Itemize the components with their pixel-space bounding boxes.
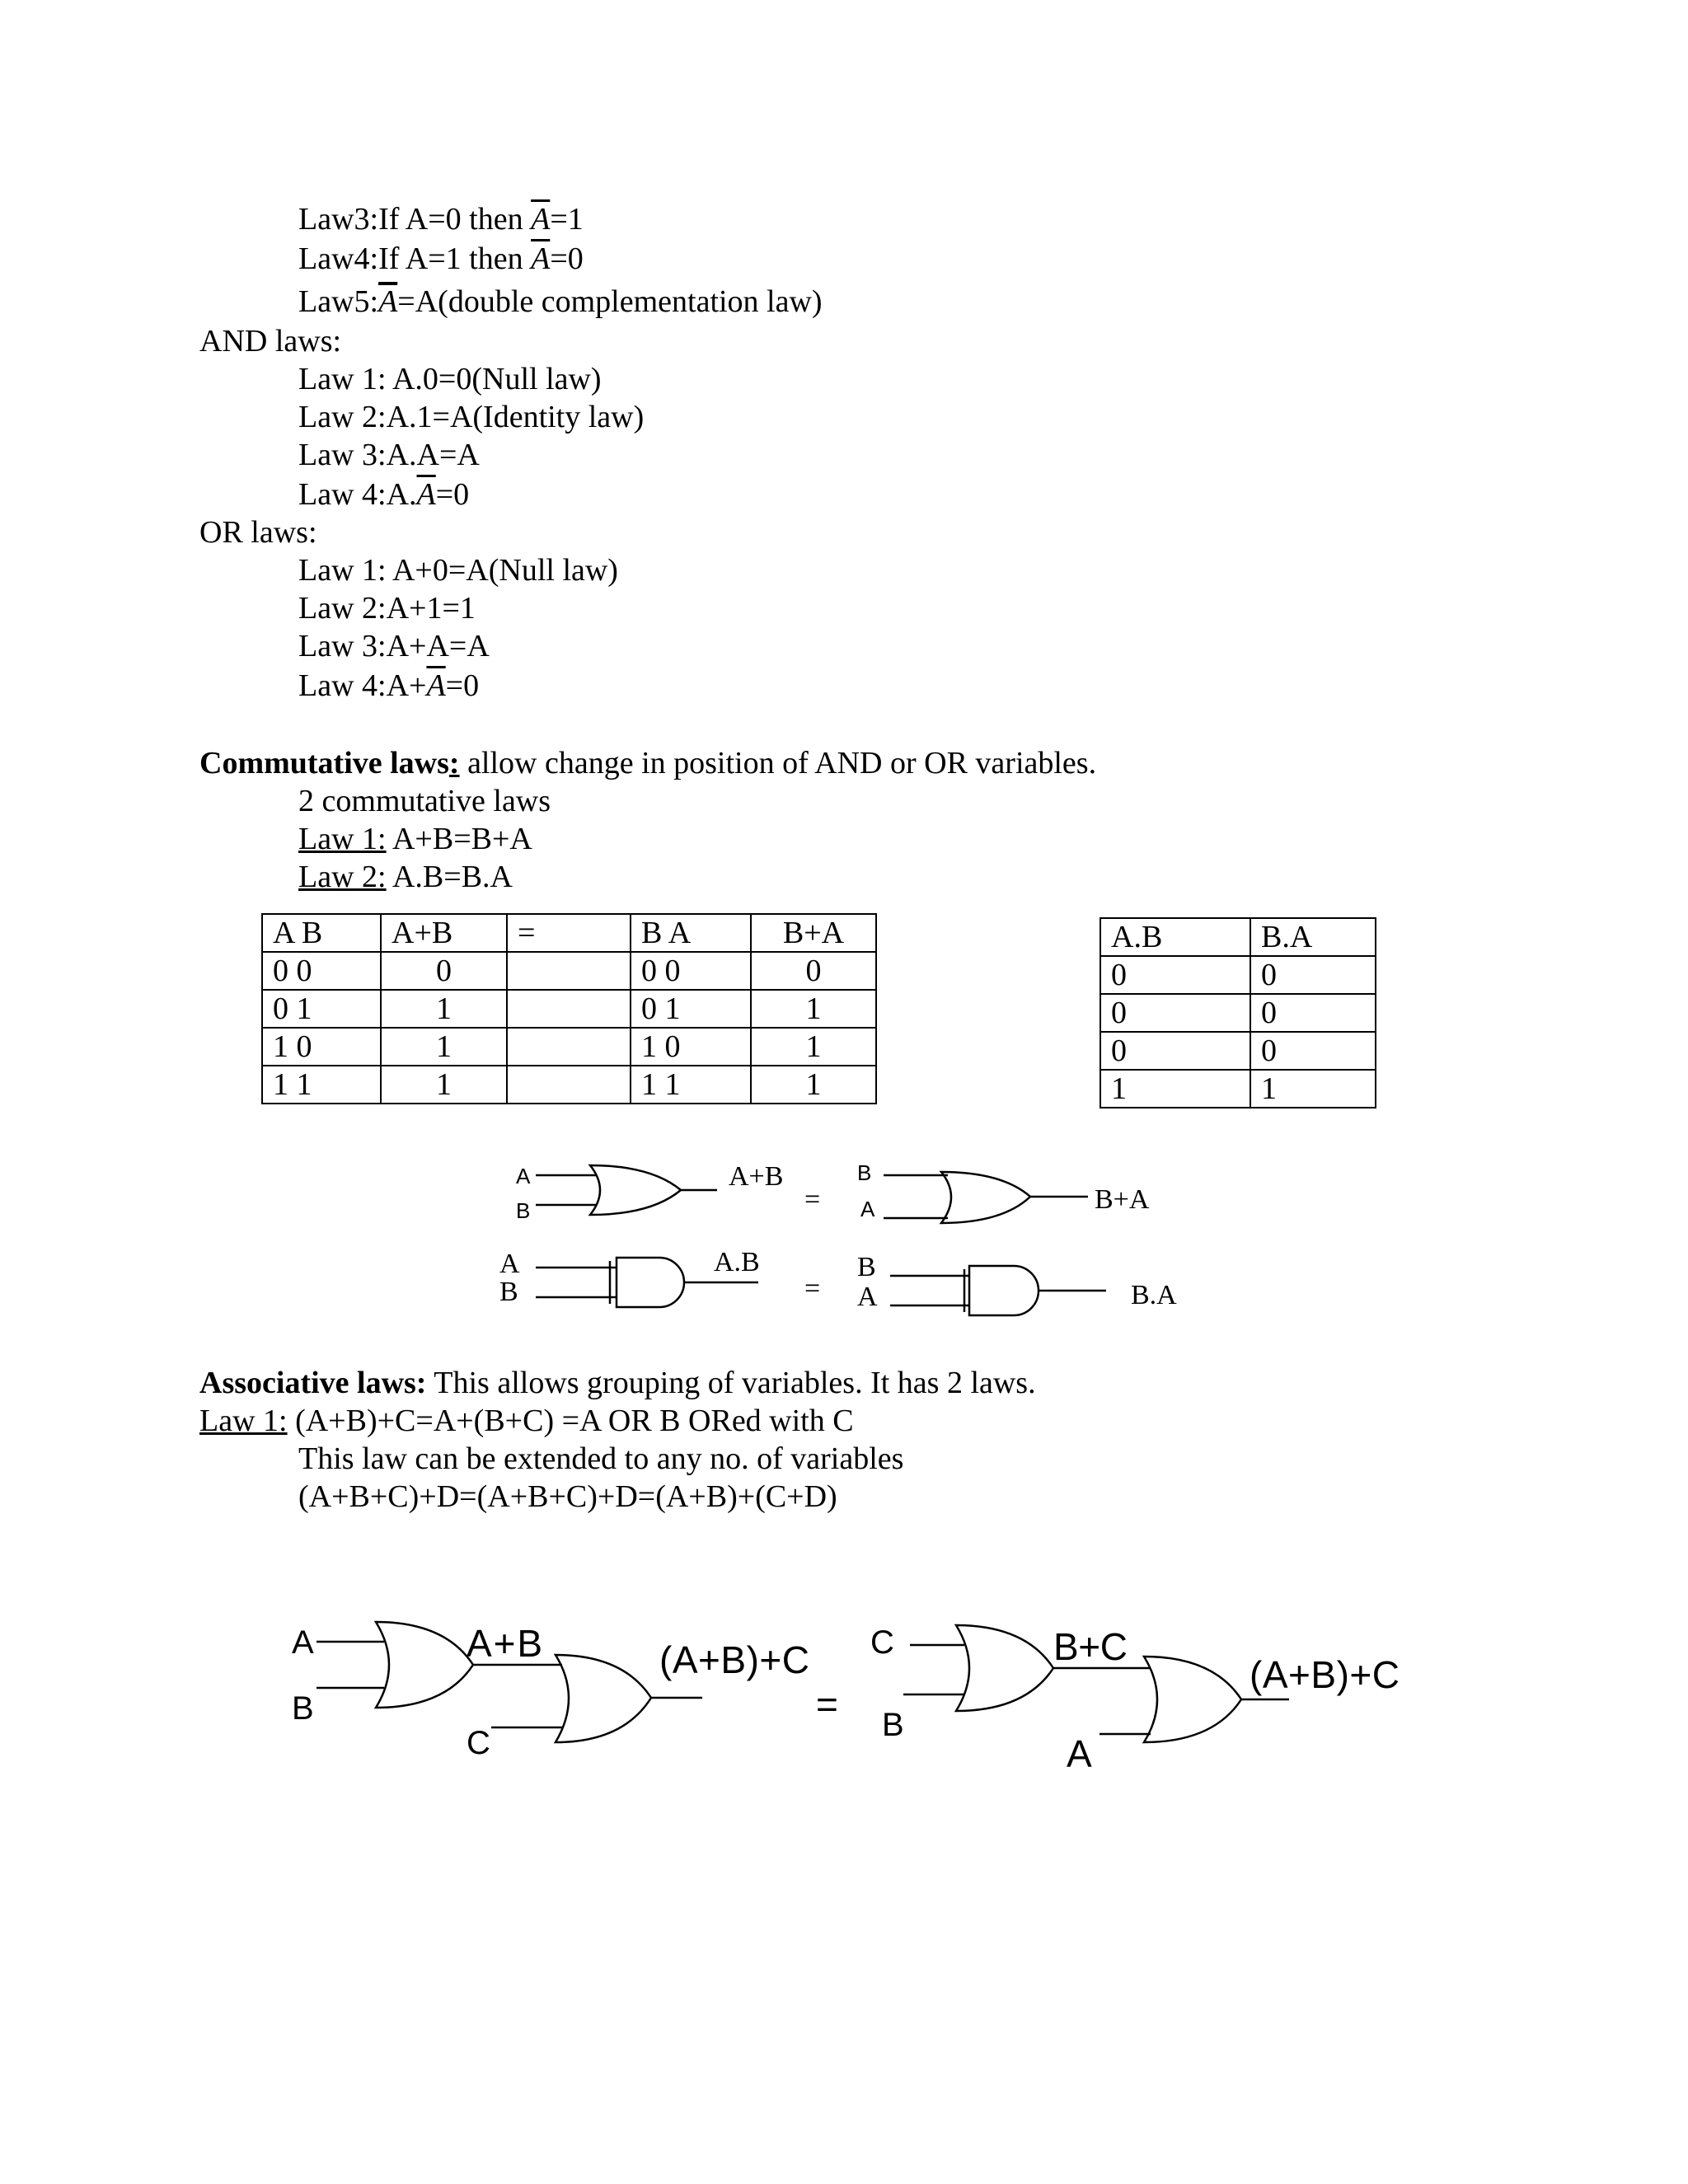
table-cell: 0 <box>751 952 876 990</box>
gate-label: A+B <box>729 1161 784 1192</box>
table-header: B+A <box>751 914 876 952</box>
or-gate-bc <box>903 1625 1053 1711</box>
gate-label: A <box>292 1624 314 1661</box>
or-gate-abc <box>473 1655 702 1742</box>
table-cell: 1 <box>1250 1070 1376 1108</box>
associative-heading: Associative laws: <box>199 1366 427 1400</box>
gate-label: (A+B)+C <box>1250 1653 1400 1696</box>
associative-intro: Associative laws: This allows grouping of variables. It has 2 laws. <box>199 1366 1036 1400</box>
table-cell: 1 1 <box>262 1066 381 1104</box>
table-header: A B <box>262 914 381 952</box>
table-header: A+B <box>381 914 507 952</box>
gate-label: B.A <box>1131 1280 1177 1310</box>
gate-label: A+B <box>467 1622 542 1665</box>
table-row <box>1100 1070 1376 1108</box>
gate-label: A <box>860 1197 875 1221</box>
associative-extend: This law can be extended to any no. of variables <box>298 1441 904 1476</box>
table-cell: 1 1 <box>631 1066 751 1104</box>
table-cell: 1 <box>381 990 507 1028</box>
table-cell: 0 <box>1100 994 1250 1032</box>
or-law-2: Law 2:A+1=1 <box>298 591 476 626</box>
equals-sign: = <box>804 1184 821 1215</box>
table-cell <box>507 952 631 990</box>
gate-label: A <box>516 1164 531 1188</box>
a-bar: $\overline{A}$ <box>531 202 551 237</box>
table-header: = <box>507 914 631 952</box>
and-gate-right <box>890 1266 1106 1315</box>
or-gate-right <box>884 1172 1088 1223</box>
associative-law-1: Law 1: (A+B)+C=A+(B+C) =A OR B ORed with C <box>199 1404 854 1438</box>
table-cell: 1 <box>751 990 876 1028</box>
table-cell: 0 0 <box>262 952 381 990</box>
gate-label: (A+B)+C <box>659 1638 809 1681</box>
gate-label: B <box>857 1160 872 1185</box>
table-header-row <box>1100 918 1376 956</box>
gate-label: B <box>882 1707 904 1743</box>
associative-example: (A+B+C)+D=(A+B+C)+D=(A+B)+(C+D) <box>298 1479 837 1514</box>
table-row <box>262 1066 876 1104</box>
a-double-bar: $\overline{A}$ <box>378 284 398 319</box>
and-laws-heading: AND laws: <box>199 324 342 359</box>
table-cell: 0 <box>381 952 507 990</box>
equals-sign: = <box>804 1273 821 1304</box>
table-cell: 0 1 <box>631 990 751 1028</box>
and-truth-table <box>1100 917 1376 1108</box>
gate-label: A <box>499 1249 520 1279</box>
or-law-3: Law 3:A+A=A <box>298 629 490 663</box>
table-row <box>1100 994 1376 1032</box>
or-gate-left <box>536 1165 717 1215</box>
table-header-row <box>262 914 876 952</box>
table-cell <box>507 990 631 1028</box>
gate-label: C <box>870 1624 894 1661</box>
or-gate-ab <box>316 1622 473 1708</box>
commutative-heading: Commutative laws <box>199 746 449 780</box>
gate-label: A <box>1067 1732 1092 1775</box>
and-law-3: Law 3:A.A=A <box>298 438 480 472</box>
table-cell: 0 <box>1100 956 1250 994</box>
table-cell: 1 <box>751 1066 876 1104</box>
and-law-1: Law 1: A.0=0(Null law) <box>298 362 602 396</box>
table-cell: 0 <box>1100 1032 1250 1070</box>
or-laws-heading: OR laws: <box>199 515 317 550</box>
table-cell: 1 <box>751 1028 876 1066</box>
gate-label: B <box>292 1690 314 1727</box>
gate-label: B <box>857 1252 876 1282</box>
or-truth-table <box>261 913 877 1104</box>
table-cell: 0 <box>1250 956 1376 994</box>
table-row <box>262 990 876 1028</box>
not-law-4: Law4:If A=1 then $\overline{A}=0$ <box>298 241 584 276</box>
or-law-4: Law $4:A+\overline{A}=0$ <box>298 668 480 703</box>
commutative-count: 2 commutative laws <box>298 784 551 818</box>
and-gate-left <box>536 1258 758 1307</box>
gate-label: B+C <box>1053 1625 1128 1668</box>
table-cell: 1 <box>381 1066 507 1104</box>
table-cell: 1 <box>1100 1070 1250 1108</box>
table-row <box>1100 956 1376 994</box>
a-bar: $\overline{A}$ <box>426 668 446 703</box>
not-law-5: $Law5:\overline{A}=A(double$ complementation law) <box>298 284 823 319</box>
table-header: A.B <box>1100 918 1250 956</box>
table-cell: 1 0 <box>262 1028 381 1066</box>
table-cell: 0 <box>1250 1032 1376 1070</box>
table-cell: 1 <box>381 1028 507 1066</box>
a-bar: $\overline{A}$ <box>531 241 551 276</box>
table-row <box>262 952 876 990</box>
table-cell: 0 <box>1250 994 1376 1032</box>
commutative-law-1: Law 1: A+B=B+A <box>298 822 532 856</box>
gate-label: B+A <box>1095 1184 1150 1215</box>
commutative-law-2: Law 2: A.B=B.A <box>298 860 513 894</box>
or-law-1: Law 1: A+0=A(Null law) <box>298 553 618 588</box>
table-cell <box>507 1028 631 1066</box>
gate-label: A.B <box>714 1247 760 1277</box>
gate-label: B <box>499 1277 518 1307</box>
gate-label: C <box>467 1725 490 1761</box>
table-cell: 1 0 <box>631 1028 751 1066</box>
table-header: B A <box>631 914 751 952</box>
table-row <box>262 1028 876 1066</box>
table-cell: 0 1 <box>262 990 381 1028</box>
table-header: B.A <box>1250 918 1376 956</box>
table-row <box>1100 1032 1376 1070</box>
table-cell <box>507 1066 631 1104</box>
commutative-intro: Commutative laws: allow change in position of AND or OR variables. <box>199 746 1097 780</box>
and-law-4: Law $4:A.\overline{A}=0$ <box>298 477 470 512</box>
a-bar: $\overline{A}$ <box>416 477 436 512</box>
table-cell: 0 0 <box>631 952 751 990</box>
and-law-2: Law 2:A.1=A(Identity law) <box>298 400 645 434</box>
not-law-3: Law3:If A=0 then $\overline{A}=1$ <box>298 202 584 237</box>
or-gate-abc-right <box>1053 1657 1289 1742</box>
gate-label: A <box>857 1282 878 1312</box>
equals-sign: = <box>816 1683 838 1726</box>
gate-label: B <box>516 1198 531 1223</box>
